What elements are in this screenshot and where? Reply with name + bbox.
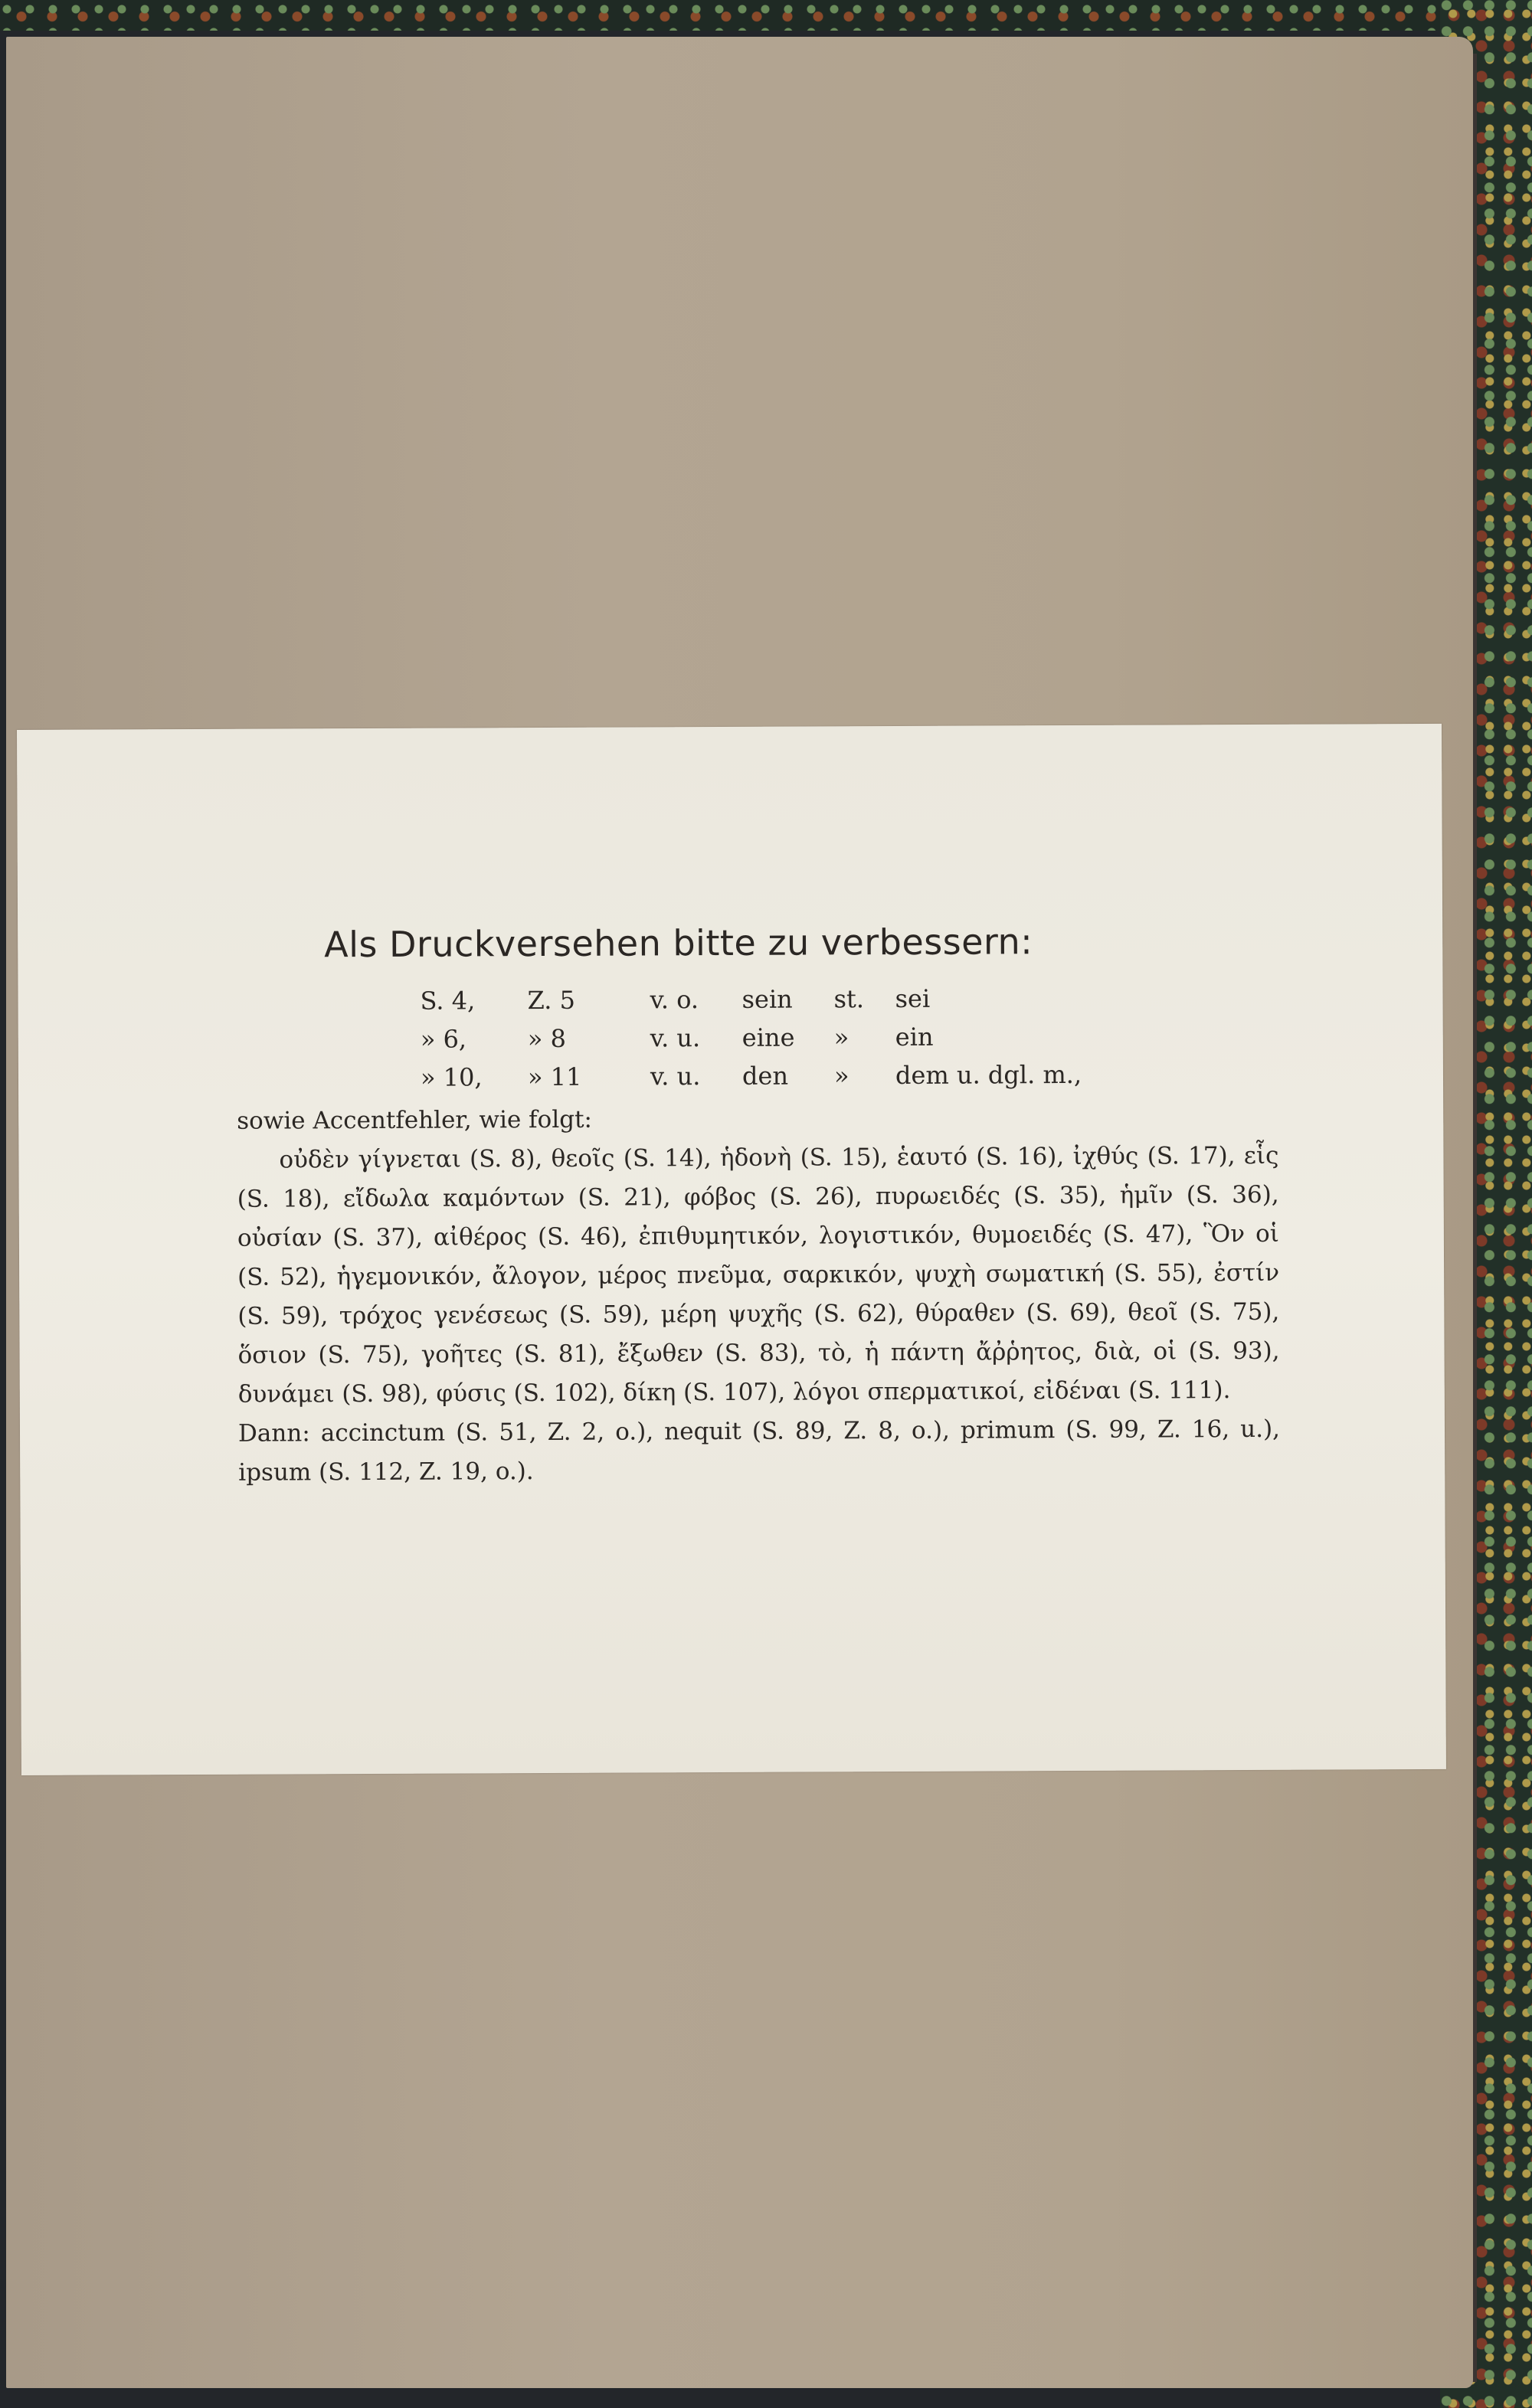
erratum-wrong: eine [741,1022,795,1052]
erratum-row [421,1055,1278,1097]
additional-errata: Dann: accinctum (S. 51, Z. 2, o.), nequit (S. 89, Z. 8, o.), primum (S. 99, Z. 16, u.), ipsum (S. 112, Z. 19, o.). [237,1415,1281,1487]
erratum-page: » 10, [420,1062,483,1092]
erratum-line: » 8 [527,1023,566,1054]
erratum-page: S. 4, [420,986,476,1016]
errata-slip [17,724,1446,1775]
erratum-correct: dem u. dgl. m., [895,1059,1082,1090]
book-page [6,37,1473,2388]
erratum-page: » 6, [420,1024,467,1054]
accent-list: οὐδὲν γίγνεται (S. 8), θεοῖς (S. 14), ἡδονὴ (S. 15), ἑαυτό (S. 16), ἰχθύς (S. 17), εἷς (S. 18), εἴδωλα καμόντων (S. 21), φόβος (S. 26), πυρωειδές (S. 35), ἡμῖν (S. 36), οὐσίαν (S. 37), αἰθέρος (S. 46), ἐπιθυμητικόν, λογιστικόν, θυμοειδές (S. 47), Ὃν οἱ (S. 52), ἡγεμονικόν, ἄλογον, μέρος πνεῦμα, σαρκικόν, ψυχὴ σωματική (S. 55), ἐστίν (S. 59), τρόχος γενέσεως (S. 59), μέρη ψυχῆς (S. 62), θύραθεν (S. 69), θεοῖ (S. 75), ὅσιον (S. 75), γοῆτες (S. 81), ἔξωθεν (S. 83), τὸ, ἡ πάντη ἄῤῥητος, διὰ, οἱ (S. 93), δυνάμει (S. 98), φύσις (S. 102), δίκη (S. 107), λόγοι σπερματικοί, εἰδέναι (S. 111). [237,1141,1280,1408]
erratum-position: v. o. [650,985,699,1015]
erratum-instead: st. [833,984,865,1014]
erratum-wrong: den [741,1061,789,1091]
erratum-line: Z. 5 [527,985,576,1016]
erratum-row [420,978,1278,1020]
erratum-line: » 11 [527,1062,582,1092]
erratum-position: v. u. [650,1062,701,1091]
erratum-position: v. u. [650,1023,701,1053]
erratum-row [421,1016,1278,1058]
erratum-instead: » [833,1022,849,1052]
erratum-wrong: sein [741,984,793,1014]
errata-heading: Als Druckversehen bitte zu verbessern: [324,921,1033,966]
marbled-board-top [0,0,1532,31]
errata-content [236,920,1280,1493]
erratum-correct: ein [895,1022,934,1052]
accent-intro: sowie Accentfehler, wie folgt: [237,1105,593,1135]
erratum-correct: sei [895,983,931,1014]
erratum-instead: » [833,1061,849,1091]
